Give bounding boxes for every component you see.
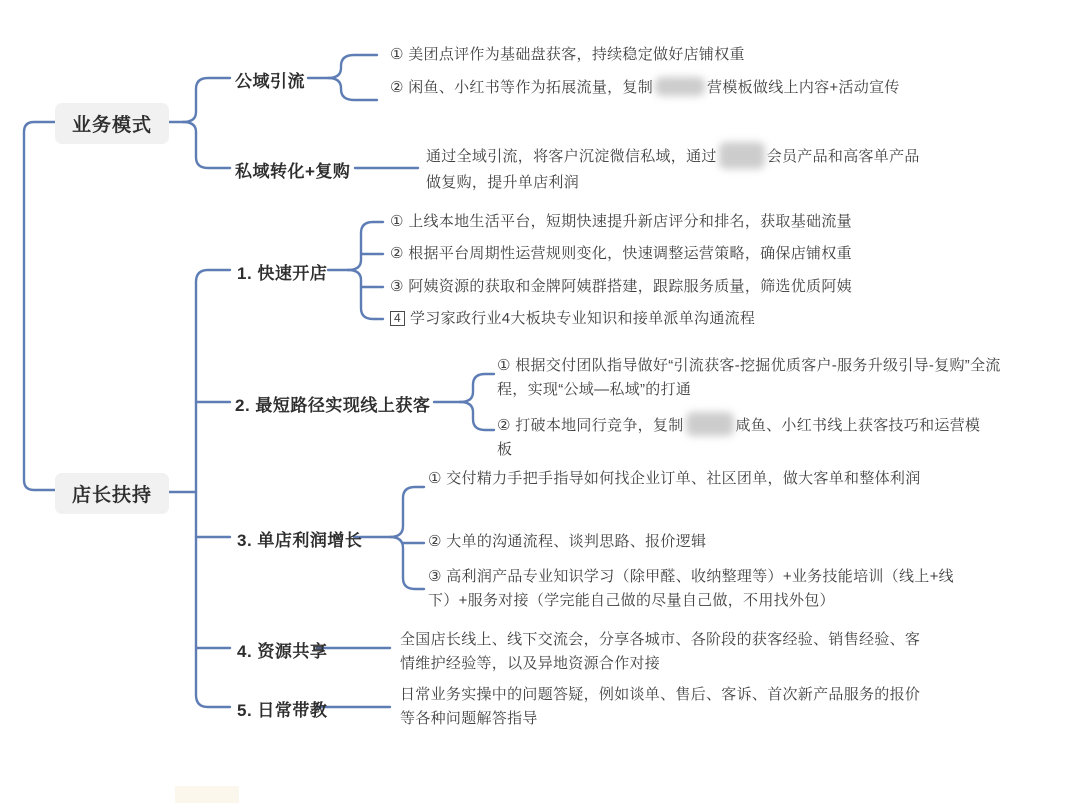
- node-private-conversion[interactable]: 私域转化+复购: [235, 162, 351, 181]
- leaf-private-note[interactable]: [426, 142, 934, 196]
- leaf-industry-knowledge[interactable]: [390, 307, 755, 331]
- redacted-blur: [655, 77, 705, 96]
- leaf-text: 学习家政行业4大板块专业知识和接单派单沟通流程: [409, 310, 756, 327]
- leaf-high-profit-products[interactable]: ③ 高利润产品专业知识学习（除甲醛、收纳整理等）+业务技能培训（线上+线下）+服务对接（学完能自己做的尽量自己做，不用找外包）: [428, 568, 954, 609]
- node-shortest-path[interactable]: 2. 最短路径实现线上获客: [235, 396, 431, 415]
- leaf-meituan-dianping[interactable]: ① 美团点评作为基础盘获客，持续稳定做好店铺权重: [390, 46, 745, 63]
- leaf-enterprise-orders[interactable]: ① 交付精力手把手指导如何找企业订单、社区团单，做大客单和整体利润: [428, 470, 921, 487]
- leaf-daily-coaching-note[interactable]: 日常业务实操中的问题答疑，例如谈单、售后、客诉、首次新产品服务的报价等各种问题解答指导: [400, 686, 921, 727]
- leaf-local-life-platform[interactable]: ① 上线本地生活平台，短期快速提升新店评分和排名，获取基础流量: [390, 213, 852, 230]
- leaf-platform-rules[interactable]: ② 根据平台周期性运营规则变化，快速调整运营策略，确保店铺权重: [390, 245, 852, 262]
- node-public-traffic[interactable]: 公域引流: [235, 72, 305, 91]
- leaf-text-post: 咸鱼、小红书线上获客技巧和运营模板: [497, 417, 981, 458]
- node-store-support[interactable]: 店长扶持: [55, 473, 169, 514]
- node-daily-coaching[interactable]: 5. 日常带教: [237, 701, 328, 720]
- leaf-text-pre: ② 闲鱼、小红书等作为拓展流量，复制: [390, 79, 654, 96]
- leaf-resource-sharing-note[interactable]: 全国店长线上、线下交流会，分享各城市、各阶段的获客经验、销售经验、客情维护经验等，以及异地资源合作对接: [400, 631, 921, 672]
- node-business-model[interactable]: 业务模式: [55, 103, 169, 144]
- leaf-big-order-process[interactable]: ② 大单的沟通流程、谈判思路、报价逻辑: [428, 533, 707, 550]
- redacted-blur: [719, 142, 765, 169]
- leaf-text-post: 会员产品和高客单产品做复购，提升单店利润: [426, 148, 920, 191]
- leaf-text-post: 营模板做线上内容+活动宣传: [707, 79, 900, 96]
- leaf-text-pre: 通过全域引流，将客户沉淀微信私域，通过: [426, 148, 717, 165]
- leaf-ayi-resources[interactable]: ③ 阿姨资源的获取和金牌阿姨群搭建，跟踪服务质量，筛选优质阿姨: [390, 278, 852, 295]
- leaf-delivery-team-guide[interactable]: ① 根据交付团队指导做好“引流获客-挖掘优质客户-服务升级引导-复购”全流程，实现“公域—私域”的打通: [497, 357, 1001, 398]
- boxed-number-4: 4: [390, 311, 405, 326]
- node-resource-sharing[interactable]: 4. 资源共享: [237, 642, 328, 661]
- node-profit-growth[interactable]: 3. 单店利润增长: [237, 531, 363, 550]
- leaf-break-competition[interactable]: [497, 412, 987, 462]
- leaf-xianyu-xiaohongshu[interactable]: [390, 76, 920, 100]
- leaf-text-pre: ② 打破本地同行竞争，复制: [497, 417, 684, 434]
- node-quick-open[interactable]: 1. 快速开店: [237, 264, 328, 283]
- redacted-blur: [686, 412, 734, 436]
